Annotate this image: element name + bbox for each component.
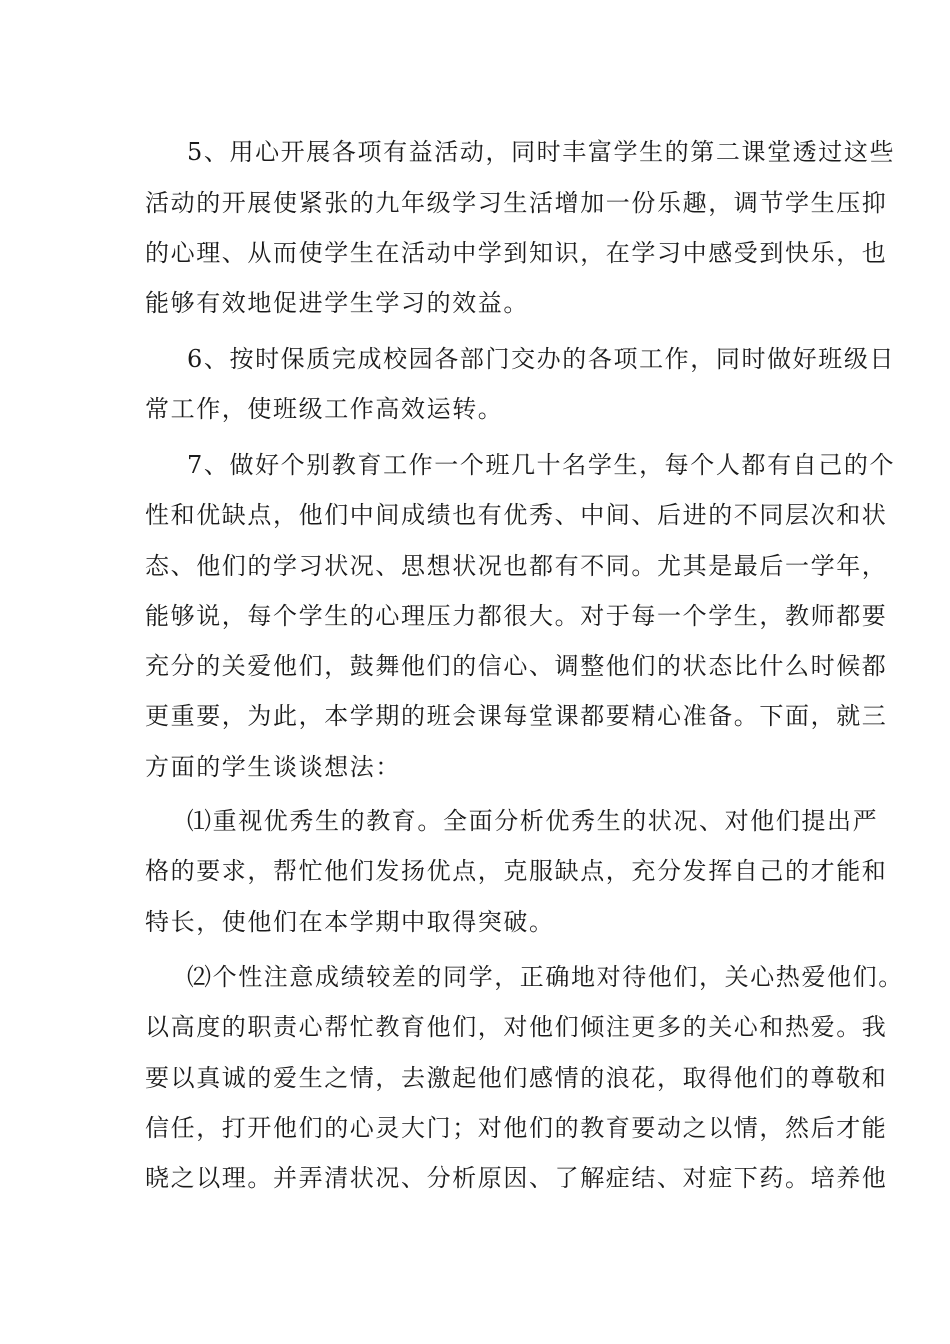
paragraph-3-line-1: 7、做好个别教育工作一个班几十名学生，每个人都有自己的个 [187, 451, 896, 479]
paragraph-4-line-3: 特长，使他们在本学期中取得突破。 [145, 908, 555, 936]
paragraph-3-line-7: 方面的学生谈谈想法： [145, 753, 401, 781]
paragraph-1-line-4: 能够有效地促进学生学习的效益。 [145, 289, 529, 317]
paragraph-1-line-1: 5、用心开展各项有益活动，同时丰富学生的第二课堂透过这些 [187, 138, 896, 166]
paragraph-5-line-3: 要以真诚的爱生之情，去激起他们感情的浪花，取得他们的尊敬和 [145, 1064, 888, 1092]
paragraph-5-line-5: 晓之以理。并弄清状况、分析原因、了解症结、对症下药。培养他 [145, 1164, 888, 1192]
paragraph-1-line-3: 的心理、从而使学生在活动中学到知识，在学习中感受到快乐，也 [145, 239, 888, 267]
paragraph-2-line-2: 常工作，使班级工作高效运转。 [145, 395, 504, 423]
paragraph-2-line-1: 6、按时保质完成校园各部门交办的各项工作，同时做好班级日 [187, 345, 896, 373]
paragraph-4-line-1: ⑴重视优秀生的教育。全面分析优秀生的状况、对他们提出严 [187, 807, 879, 835]
paragraph-1-line-2: 活动的开展使紧张的九年级学习生活增加一份乐趣，调节学生压抑 [145, 189, 888, 217]
paragraph-5-line-4: 信任，打开他们的心灵大门；对他们的教育要动之以情，然后才能 [145, 1114, 888, 1142]
paragraph-3-line-3: 态、他们的学习状况、思想状况也都有不同。尤其是最后一学年， [145, 552, 888, 580]
paragraph-5-line-1: ⑵个性注意成绩较差的同学，正确地对待他们，关心热爱他们。 [187, 963, 904, 991]
paragraph-3-line-5: 充分的关爱他们，鼓舞他们的信心、调整他们的状态比什么时候都 [145, 652, 888, 680]
paragraph-3-line-4: 能够说，每个学生的心理压力都很大。对于每一个学生，教师都要 [145, 602, 888, 630]
paragraph-4-line-2: 格的要求，帮忙他们发扬优点，克服缺点，充分发挥自己的才能和 [145, 857, 888, 885]
paragraph-3-line-2: 性和优缺点，他们中间成绩也有优秀、中间、后进的不同层次和状 [145, 501, 888, 529]
paragraph-5-line-2: 以高度的职责心帮忙教育他们，对他们倾注更多的关心和热爱。我 [145, 1013, 888, 1041]
paragraph-3-line-6: 更重要，为此，本学期的班会课每堂课都要精心准备。下面，就三 [145, 702, 888, 730]
